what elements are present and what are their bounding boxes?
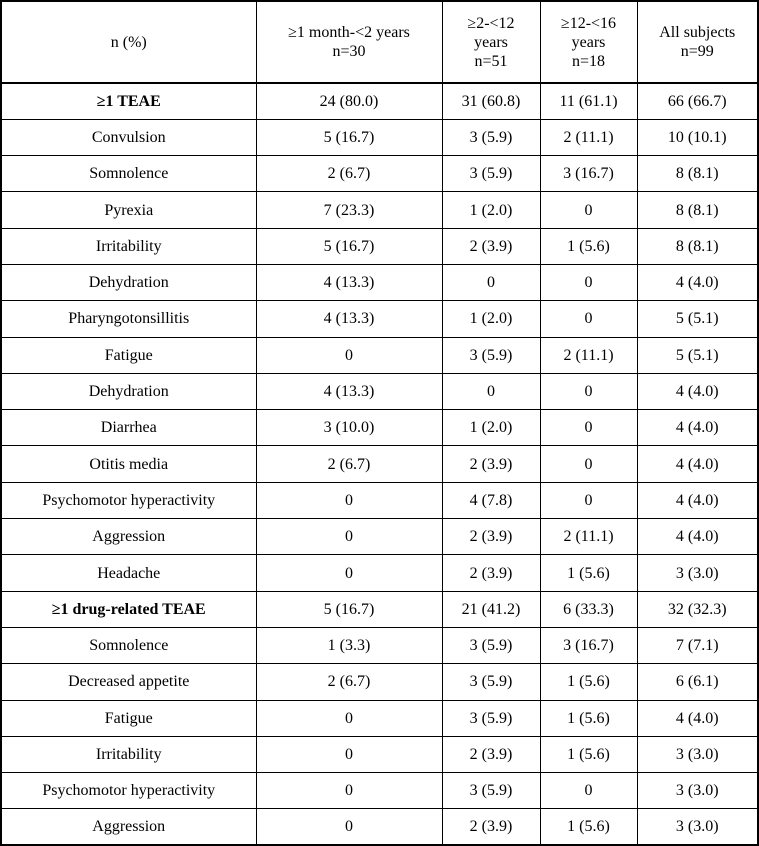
row-value: 1 (5.6) <box>540 700 637 736</box>
row-value: 4 (4.0) <box>637 519 758 555</box>
row-value: 3 (5.9) <box>442 700 540 736</box>
row-value: 0 <box>256 337 442 373</box>
row-value: 0 <box>442 373 540 409</box>
row-value: 3 (5.9) <box>442 773 540 809</box>
row-value: 8 (8.1) <box>637 228 758 264</box>
header-line: years <box>571 33 606 51</box>
row-label: Decreased appetite <box>1 664 256 700</box>
table-row <box>1 555 758 591</box>
row-value: 1 (5.6) <box>540 736 637 772</box>
row-value: 8 (8.1) <box>637 156 758 192</box>
row-value: 7 (7.1) <box>637 627 758 663</box>
row-label: Pharyngotonsillitis <box>1 301 256 337</box>
header-line: years <box>474 33 508 51</box>
row-label: Somnolence <box>1 627 256 663</box>
header-all-subjects <box>637 1 758 83</box>
row-value: 0 <box>442 264 540 300</box>
row-value: 31 (60.8) <box>442 83 540 119</box>
row-value: 2 (11.1) <box>540 119 637 155</box>
row-label: Aggression <box>1 519 256 555</box>
table-row <box>1 156 758 192</box>
header-line: ≥2-<12 <box>467 14 515 32</box>
table-row <box>1 591 758 627</box>
row-value: 4 (7.8) <box>442 482 540 518</box>
row-value: 2 (3.9) <box>442 519 540 555</box>
row-value: 3 (16.7) <box>540 627 637 663</box>
row-value: 3 (10.0) <box>256 410 442 446</box>
header-line: All subjects <box>659 24 736 41</box>
row-label: Irritability <box>1 736 256 772</box>
row-value: 0 <box>540 264 637 300</box>
row-value: 24 (80.0) <box>256 83 442 119</box>
table-row <box>1 301 758 337</box>
row-value: 3 (3.0) <box>637 736 758 772</box>
table-row <box>1 264 758 300</box>
row-value: 0 <box>256 809 442 845</box>
table-row <box>1 627 758 663</box>
row-value: 0 <box>256 519 442 555</box>
row-label: ≥1 drug-related TEAE <box>1 591 256 627</box>
row-value: 0 <box>256 555 442 591</box>
table-row <box>1 83 758 119</box>
row-label: Headache <box>1 555 256 591</box>
row-value: 5 (16.7) <box>256 591 442 627</box>
row-value: 0 <box>540 773 637 809</box>
row-value: 4 (4.0) <box>637 700 758 736</box>
table-row <box>1 373 758 409</box>
header-12-16-years <box>540 1 637 83</box>
row-value: 3 (5.9) <box>442 664 540 700</box>
row-value: 2 (3.9) <box>442 809 540 845</box>
row-value: 3 (5.9) <box>442 119 540 155</box>
row-label: Irritability <box>1 228 256 264</box>
row-label: ≥1 TEAE <box>1 83 256 119</box>
row-value: 2 (6.7) <box>256 156 442 192</box>
table-row <box>1 337 758 373</box>
row-value: 0 <box>540 482 637 518</box>
row-value: 1 (5.6) <box>540 664 637 700</box>
table-row <box>1 809 758 845</box>
row-value: 2 (3.9) <box>442 555 540 591</box>
table-row <box>1 446 758 482</box>
row-value: 0 <box>540 301 637 337</box>
row-label: Otitis media <box>1 446 256 482</box>
row-value: 0 <box>256 482 442 518</box>
row-value: 0 <box>256 736 442 772</box>
row-value: 5 (5.1) <box>637 301 758 337</box>
row-value: 7 (23.3) <box>256 192 442 228</box>
header-line: n=30 <box>332 43 366 60</box>
row-value: 4 (13.3) <box>256 264 442 300</box>
row-label: Psychomotor hyperactivity <box>1 482 256 518</box>
row-value: 1 (2.0) <box>442 192 540 228</box>
row-value: 66 (66.7) <box>637 83 758 119</box>
row-label: Pyrexia <box>1 192 256 228</box>
row-value: 3 (3.0) <box>637 809 758 845</box>
row-label: Diarrhea <box>1 410 256 446</box>
row-value: 4 (4.0) <box>637 446 758 482</box>
header-line: ≥12-<16 <box>560 14 617 32</box>
row-value: 3 (5.9) <box>442 337 540 373</box>
row-value: 2 (3.9) <box>442 228 540 264</box>
row-value: 3 (3.0) <box>637 555 758 591</box>
row-value: 1 (5.6) <box>540 809 637 845</box>
row-label: Psychomotor hyperactivity <box>1 773 256 809</box>
row-label: Aggression <box>1 809 256 845</box>
row-value: 4 (4.0) <box>637 264 758 300</box>
row-value: 21 (41.2) <box>442 591 540 627</box>
row-value: 10 (10.1) <box>637 119 758 155</box>
table-row <box>1 773 758 809</box>
header-2-12-years <box>442 1 540 83</box>
row-value: 1 (5.6) <box>540 228 637 264</box>
row-value: 0 <box>540 410 637 446</box>
row-value: 1 (2.0) <box>442 301 540 337</box>
header-line: n=99 <box>680 43 714 60</box>
row-value: 4 (4.0) <box>637 410 758 446</box>
row-value: 6 (33.3) <box>540 591 637 627</box>
table-row <box>1 410 758 446</box>
row-label: Fatigue <box>1 337 256 373</box>
table-row <box>1 519 758 555</box>
row-value: 2 (3.9) <box>442 736 540 772</box>
row-value: 0 <box>540 373 637 409</box>
table-row <box>1 119 758 155</box>
row-label: Dehydration <box>1 264 256 300</box>
row-value: 4 (4.0) <box>637 373 758 409</box>
header-line: n=51 <box>474 52 508 70</box>
table-body <box>1 83 758 845</box>
row-value: 1 (5.6) <box>540 555 637 591</box>
row-label: Fatigue <box>1 700 256 736</box>
table-row <box>1 700 758 736</box>
header-row <box>1 1 758 83</box>
row-value: 4 (4.0) <box>637 482 758 518</box>
row-label: Dehydration <box>1 373 256 409</box>
row-label: Convulsion <box>1 119 256 155</box>
table-row <box>1 736 758 772</box>
row-value: 5 (16.7) <box>256 119 442 155</box>
row-value: 0 <box>256 700 442 736</box>
row-value: 4 (13.3) <box>256 373 442 409</box>
table-row <box>1 664 758 700</box>
row-value: 3 (5.9) <box>442 627 540 663</box>
header-line: ≥1 month-<2 years <box>288 24 410 41</box>
table-row <box>1 482 758 518</box>
header-n-percent-label: n (%) <box>110 33 147 51</box>
row-value: 5 (5.1) <box>637 337 758 373</box>
row-value: 2 (11.1) <box>540 519 637 555</box>
row-value: 5 (16.7) <box>256 228 442 264</box>
row-value: 0 <box>540 446 637 482</box>
row-value: 2 (3.9) <box>442 446 540 482</box>
row-value: 2 (6.7) <box>256 664 442 700</box>
row-value: 3 (3.0) <box>637 773 758 809</box>
table-row <box>1 192 758 228</box>
row-label: Somnolence <box>1 156 256 192</box>
row-value: 2 (11.1) <box>540 337 637 373</box>
row-value: 6 (6.1) <box>637 664 758 700</box>
header-line: n=18 <box>571 52 606 70</box>
row-value: 0 <box>540 192 637 228</box>
row-value: 8 (8.1) <box>637 192 758 228</box>
row-value: 3 (5.9) <box>442 156 540 192</box>
header-n-percent <box>1 1 256 83</box>
row-value: 11 (61.1) <box>540 83 637 119</box>
header-1month-2years <box>256 1 442 83</box>
row-value: 2 (6.7) <box>256 446 442 482</box>
row-value: 3 (16.7) <box>540 156 637 192</box>
row-value: 4 (13.3) <box>256 301 442 337</box>
row-value: 1 (3.3) <box>256 627 442 663</box>
row-value: 0 <box>256 773 442 809</box>
row-value: 32 (32.3) <box>637 591 758 627</box>
table-row <box>1 228 758 264</box>
table-header <box>1 1 758 83</box>
row-value: 1 (2.0) <box>442 410 540 446</box>
